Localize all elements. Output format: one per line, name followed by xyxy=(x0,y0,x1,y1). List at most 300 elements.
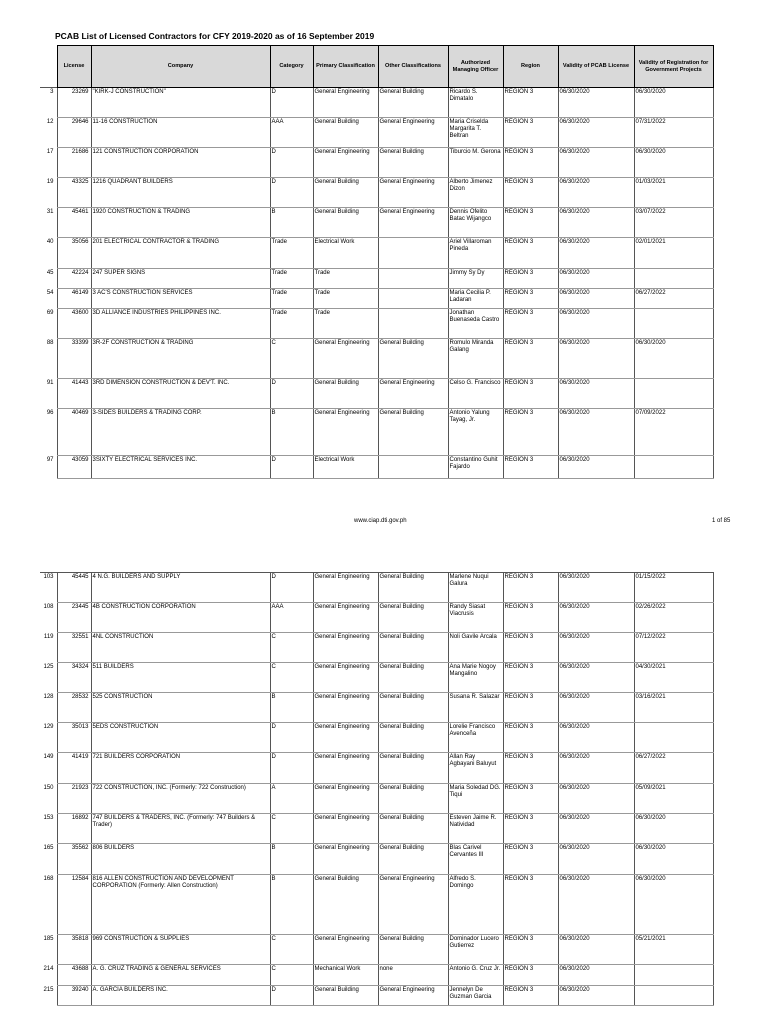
cell-validity: 06/30/2020 xyxy=(558,723,634,753)
cell-officer: Alberto Jimenez Dizon xyxy=(448,178,503,208)
cell-license: 23445 xyxy=(57,603,91,633)
cell-validity: 06/30/2020 xyxy=(558,573,634,603)
cell-other: General Building xyxy=(378,814,448,844)
header-region: Region xyxy=(503,46,558,88)
cell-primary: General Building xyxy=(313,986,378,1006)
cell-region: REGION 3 xyxy=(503,814,558,844)
cell-validity: 06/30/2020 xyxy=(558,603,634,633)
cell-other: General Building xyxy=(378,88,448,118)
row-index: 69 xyxy=(46,309,54,316)
table-row xyxy=(40,409,713,456)
cell-license: 16892 xyxy=(57,814,91,844)
cell-registration: 06/30/2020 xyxy=(634,339,713,379)
cell-registration: 04/30/2021 xyxy=(634,663,713,693)
cell-validity: 06/30/2020 xyxy=(558,379,634,409)
cell-region: REGION 3 xyxy=(503,935,558,965)
contractors-table-page-2 xyxy=(40,572,714,1006)
cell-license: 21686 xyxy=(57,148,91,178)
cell-region: REGION 3 xyxy=(503,178,558,208)
cell-primary: General Engineering xyxy=(313,935,378,965)
cell-category: D xyxy=(270,148,313,178)
cell-region: REGION 3 xyxy=(503,456,558,479)
table-row xyxy=(40,753,713,784)
cell-region: REGION 3 xyxy=(503,723,558,753)
cell-registration xyxy=(634,986,713,1006)
cell-license: 45445 xyxy=(57,573,91,603)
cell-other: General Engineering xyxy=(378,178,448,208)
row-index: 17 xyxy=(46,148,54,155)
cell-category: D xyxy=(270,456,313,479)
cell-company: 1920 CONSTRUCTION & TRADING xyxy=(91,208,270,238)
cell-primary: General Engineering xyxy=(313,633,378,663)
table-row xyxy=(40,269,713,289)
cell-officer: Maria Criselda Margarita T. Beltran xyxy=(448,118,503,148)
table-row xyxy=(40,663,713,693)
cell-primary: General Engineering xyxy=(313,409,378,456)
cell-officer: Alfredo S. Domingo xyxy=(448,875,503,935)
row-index: 215 xyxy=(43,986,54,993)
cell-other xyxy=(378,269,448,289)
row-index: 165 xyxy=(43,844,54,851)
cell-region: REGION 3 xyxy=(503,339,558,379)
cell-category: C xyxy=(270,965,313,986)
cell-validity: 06/30/2020 xyxy=(558,875,634,935)
footer-url: www.ciap.dti.gov.ph xyxy=(354,518,407,524)
row-index: 125 xyxy=(43,663,54,670)
cell-registration: 02/01/2021 xyxy=(634,238,713,269)
cell-officer: Antonio Yalung Tayag, Jr. xyxy=(448,409,503,456)
cell-company: 247 SUPER SIGNS xyxy=(91,269,270,289)
cell-officer: Maria Cecilia P. Ladaran xyxy=(448,289,503,309)
cell-license: 45461 xyxy=(57,208,91,238)
table-row xyxy=(40,844,713,875)
cell-company: 3D ALLIANCE INDUSTRIES PHILIPPINES INC. xyxy=(91,309,270,339)
cell-other: General Engineering xyxy=(378,208,448,238)
cell-other: General Engineering xyxy=(378,118,448,148)
cell-region: REGION 3 xyxy=(503,663,558,693)
cell-company: 721 BUILDERS CORPORATION xyxy=(91,753,270,784)
cell-license: 21923 xyxy=(57,784,91,814)
cell-primary: General Engineering xyxy=(313,723,378,753)
cell-company: 11-16 CONSTRUCTION xyxy=(91,118,270,148)
header-other-classifications: Other Classifications xyxy=(378,46,448,88)
cell-region: REGION 3 xyxy=(503,875,558,935)
cell-other: General Building xyxy=(378,409,448,456)
cell-category: AAA xyxy=(270,603,313,633)
cell-primary: General Engineering xyxy=(313,663,378,693)
cell-company: 816 ALLEN CONSTRUCTION AND DEVELOPMENT CORPORATION (Formerly: Allen Construction) xyxy=(91,875,270,935)
cell-officer: Allan Ray Agbayani Baluyut xyxy=(448,753,503,784)
cell-primary: General Engineering xyxy=(313,844,378,875)
cell-category: C xyxy=(270,633,313,663)
cell-category: C xyxy=(270,339,313,379)
cell-validity: 06/30/2020 xyxy=(558,814,634,844)
cell-category: D xyxy=(270,88,313,118)
cell-region: REGION 3 xyxy=(503,289,558,309)
cell-license: 32551 xyxy=(57,633,91,663)
cell-category: D xyxy=(270,723,313,753)
document-title: PCAB List of Licensed Contractors for CFY 2019-2020 as of 16 September 2019 xyxy=(55,31,375,41)
table-row xyxy=(40,289,713,309)
row-index: 45 xyxy=(46,269,54,276)
cell-validity: 06/30/2020 xyxy=(558,269,634,289)
cell-validity: 06/30/2020 xyxy=(558,965,634,986)
cell-validity: 06/30/2020 xyxy=(558,238,634,269)
cell-primary: General Building xyxy=(313,118,378,148)
cell-company: 722 CONSTRUCTION, INC. (Formerly: 722 Construction) xyxy=(91,784,270,814)
row-index: 128 xyxy=(43,693,54,700)
cell-region: REGION 3 xyxy=(503,409,558,456)
cell-officer: Ariel Villaroman Pineda xyxy=(448,238,503,269)
table-row xyxy=(40,456,713,479)
cell-other: General Engineering xyxy=(378,986,448,1006)
table-row xyxy=(40,935,713,965)
cell-officer: Randy Siasat Viacrusis xyxy=(448,603,503,633)
row-index: 91 xyxy=(46,379,54,386)
table-row xyxy=(40,573,713,603)
cell-license: 35056 xyxy=(57,238,91,269)
cell-primary: General Engineering xyxy=(313,603,378,633)
cell-other: General Building xyxy=(378,723,448,753)
cell-category: C xyxy=(270,935,313,965)
cell-registration: 07/09/2022 xyxy=(634,409,713,456)
table-row xyxy=(40,784,713,814)
cell-other: General Building xyxy=(378,603,448,633)
cell-officer: Tiburcio M. Gerona xyxy=(448,148,503,178)
cell-category: B xyxy=(270,208,313,238)
table-row xyxy=(40,118,713,148)
cell-license: 34324 xyxy=(57,663,91,693)
table-row xyxy=(40,814,713,844)
header-validity-license: Validity of PCAB License xyxy=(558,46,634,88)
cell-officer: Ricardo S. Dimatalo xyxy=(448,88,503,118)
cell-officer: Lorelie Francisco Avenceña xyxy=(448,723,503,753)
cell-validity: 06/30/2020 xyxy=(558,844,634,875)
cell-category: D xyxy=(270,379,313,409)
cell-region: REGION 3 xyxy=(503,379,558,409)
row-index: 185 xyxy=(43,935,54,942)
cell-region: REGION 3 xyxy=(503,633,558,663)
cell-other: General Building xyxy=(378,573,448,603)
cell-region: REGION 3 xyxy=(503,148,558,178)
cell-other: General Building xyxy=(378,784,448,814)
row-index: 3 xyxy=(40,88,57,118)
cell-validity: 06/30/2020 xyxy=(558,178,634,208)
cell-region: REGION 3 xyxy=(503,844,558,875)
cell-other: none xyxy=(378,965,448,986)
cell-license: 43325 xyxy=(57,178,91,208)
cell-registration xyxy=(634,379,713,409)
cell-other xyxy=(378,238,448,269)
cell-registration: 06/30/2020 xyxy=(634,814,713,844)
cell-officer: Ana Marie Nogoy Mangalino xyxy=(448,663,503,693)
cell-category: Trade xyxy=(270,269,313,289)
cell-officer: Jimmy Sy Dy xyxy=(448,269,503,289)
cell-license: 41419 xyxy=(57,753,91,784)
cell-category: B xyxy=(270,875,313,935)
cell-registration: 06/27/2022 xyxy=(634,753,713,784)
cell-region: REGION 3 xyxy=(503,573,558,603)
row-index: 97 xyxy=(46,456,54,463)
row-index: 108 xyxy=(43,603,54,610)
cell-category: D xyxy=(270,573,313,603)
cell-other: General Building xyxy=(378,339,448,379)
cell-officer: Jonathan Buenaseda Castro xyxy=(448,309,503,339)
cell-primary: General Building xyxy=(313,875,378,935)
cell-registration: 07/31/2022 xyxy=(634,118,713,148)
cell-category: Trade xyxy=(270,289,313,309)
cell-validity: 06/30/2020 xyxy=(558,148,634,178)
cell-officer: Maria Soledad DG. Tiqui xyxy=(448,784,503,814)
cell-primary: General Engineering xyxy=(313,814,378,844)
cell-registration: 06/27/2022 xyxy=(634,289,713,309)
header-authorized-officer: Authorized Managing Officer xyxy=(448,46,503,88)
cell-registration: 06/30/2020 xyxy=(634,875,713,935)
cell-primary: General Building xyxy=(313,178,378,208)
cell-license: 35562 xyxy=(57,844,91,875)
cell-category: B xyxy=(270,409,313,456)
cell-company: 4NL CONSTRUCTION xyxy=(91,633,270,663)
cell-officer: Antonio G. Cruz Jr. xyxy=(448,965,503,986)
row-index: 31 xyxy=(46,208,54,215)
cell-license: 12584 xyxy=(57,875,91,935)
cell-other: General Engineering xyxy=(378,875,448,935)
row-index: 54 xyxy=(46,289,54,296)
cell-region: REGION 3 xyxy=(503,238,558,269)
cell-company: "KIRK-J CONSTRUCTION" xyxy=(91,88,270,118)
cell-registration xyxy=(634,965,713,986)
cell-license: 46149 xyxy=(57,289,91,309)
cell-officer: Jennelyn De Guzman Garcia xyxy=(448,986,503,1006)
cell-registration: 03/16/2021 xyxy=(634,693,713,723)
cell-category: B xyxy=(270,693,313,723)
cell-primary: Electrical Work xyxy=(313,238,378,269)
cell-registration xyxy=(634,269,713,289)
cell-company: 511 BUILDERS xyxy=(91,663,270,693)
cell-region: REGION 3 xyxy=(503,603,558,633)
cell-company: 969 CONSTRUCTION & SUPPLIES xyxy=(91,935,270,965)
cell-other: General Building xyxy=(378,148,448,178)
cell-validity: 06/30/2020 xyxy=(558,409,634,456)
cell-license: 43688 xyxy=(57,965,91,986)
cell-validity: 06/30/2020 xyxy=(558,935,634,965)
cell-validity: 06/30/2020 xyxy=(558,289,634,309)
cell-primary: Mechanical Work xyxy=(313,965,378,986)
cell-company: 1216 QUADRANT BUILDERS xyxy=(91,178,270,208)
cell-license: 43600 xyxy=(57,309,91,339)
row-index: 119 xyxy=(43,633,54,640)
cell-region: REGION 3 xyxy=(503,965,558,986)
cell-registration: 06/30/2020 xyxy=(634,844,713,875)
cell-validity: 06/30/2020 xyxy=(558,663,634,693)
cell-registration: 03/07/2022 xyxy=(634,208,713,238)
header-company: Company xyxy=(91,46,270,88)
cell-company: 806 BUILDERS xyxy=(91,844,270,875)
cell-validity: 06/30/2020 xyxy=(558,456,634,479)
cell-region: REGION 3 xyxy=(503,693,558,723)
table-row xyxy=(40,875,713,935)
cell-license: 39240 xyxy=(57,986,91,1006)
cell-license: 41443 xyxy=(57,379,91,409)
cell-primary: General Engineering xyxy=(313,339,378,379)
cell-primary: Trade xyxy=(313,289,378,309)
cell-other: General Building xyxy=(378,693,448,723)
cell-region: REGION 3 xyxy=(503,753,558,784)
cell-region: REGION 3 xyxy=(503,784,558,814)
cell-validity: 06/30/2020 xyxy=(558,118,634,148)
cell-registration xyxy=(634,309,713,339)
cell-validity: 06/30/2020 xyxy=(558,784,634,814)
cell-validity: 06/30/2020 xyxy=(558,88,634,118)
cell-validity: 06/30/2020 xyxy=(558,986,634,1006)
cell-other xyxy=(378,289,448,309)
table-row xyxy=(40,603,713,633)
cell-primary: General Building xyxy=(313,208,378,238)
cell-region: REGION 3 xyxy=(503,986,558,1006)
table-row xyxy=(40,339,713,379)
row-index: 12 xyxy=(46,118,54,125)
cell-category: B xyxy=(270,844,313,875)
cell-company: 747 BUILDERS & TRADERS, INC. (Formerly: 747 Builders & Trader) xyxy=(91,814,270,844)
cell-officer: Romulo Miranda Galang xyxy=(448,339,503,379)
cell-region: REGION 3 xyxy=(503,208,558,238)
contractors-table-page-1 xyxy=(40,45,714,479)
table-row xyxy=(40,178,713,208)
cell-registration xyxy=(634,456,713,479)
header-primary-classification: Primary Classification xyxy=(313,46,378,88)
cell-officer: Susana R. Salazar xyxy=(448,693,503,723)
cell-category: A xyxy=(270,784,313,814)
table-row xyxy=(40,986,713,1006)
table-row xyxy=(40,633,713,663)
cell-registration: 01/03/2021 xyxy=(634,178,713,208)
cell-validity: 06/30/2020 xyxy=(558,208,634,238)
cell-company: 5EDS CONSTRUCTION xyxy=(91,723,270,753)
cell-registration: 01/15/2022 xyxy=(634,573,713,603)
cell-other: General Building xyxy=(378,663,448,693)
cell-officer: Dennis Ofelito Batac Wijangco xyxy=(448,208,503,238)
row-index: 40 xyxy=(46,238,54,245)
cell-registration: 06/30/2020 xyxy=(634,148,713,178)
cell-officer: Celso G. Francisco xyxy=(448,379,503,409)
table-header-row xyxy=(40,46,713,88)
cell-registration: 02/26/2022 xyxy=(634,603,713,633)
table-row xyxy=(40,148,713,178)
cell-category: D xyxy=(270,753,313,784)
cell-officer: Marlene Nuqui Galura xyxy=(448,573,503,603)
row-index: 103 xyxy=(40,573,57,603)
cell-primary: General Engineering xyxy=(313,693,378,723)
row-index: 168 xyxy=(43,875,54,882)
table-row xyxy=(40,238,713,269)
cell-category: D xyxy=(270,178,313,208)
cell-company: 3R-2F CONSTRUCTION & TRADING xyxy=(91,339,270,379)
cell-registration: 06/30/2020 xyxy=(634,88,713,118)
row-index: 96 xyxy=(46,409,54,416)
cell-company: 3-SIDES BUILDERS & TRADING CORP. xyxy=(91,409,270,456)
cell-region: REGION 3 xyxy=(503,269,558,289)
row-index: 129 xyxy=(43,723,54,730)
cell-registration xyxy=(634,723,713,753)
row-index: 88 xyxy=(46,339,54,346)
row-index: 153 xyxy=(43,814,54,821)
cell-category: C xyxy=(270,663,313,693)
cell-category: Trade xyxy=(270,238,313,269)
cell-primary: General Engineering xyxy=(313,573,378,603)
cell-category: D xyxy=(270,986,313,1006)
cell-validity: 06/30/2020 xyxy=(558,693,634,723)
cell-officer: Esteven Jaime R. Natividad xyxy=(448,814,503,844)
cell-other: General Building xyxy=(378,753,448,784)
cell-license: 35818 xyxy=(57,935,91,965)
cell-validity: 06/30/2020 xyxy=(558,339,634,379)
cell-validity: 06/30/2020 xyxy=(558,309,634,339)
header-validity-registration: Validity of Registration for Government Projects xyxy=(634,46,713,88)
cell-license: 40469 xyxy=(57,409,91,456)
page-number: 1 of 85 xyxy=(712,518,731,524)
cell-region: REGION 3 xyxy=(503,88,558,118)
cell-company: A. G. CRUZ TRADING & GENERAL SERVICES xyxy=(91,965,270,986)
row-index: 150 xyxy=(43,784,54,791)
header-category: Category xyxy=(270,46,313,88)
cell-primary: General Building xyxy=(313,379,378,409)
cell-officer: Constantino Guhit Fajardo xyxy=(448,456,503,479)
cell-license: 35013 xyxy=(57,723,91,753)
cell-other: General Engineering xyxy=(378,379,448,409)
cell-company: 121 CONSTRUCTION CORPORATION xyxy=(91,148,270,178)
cell-validity: 06/30/2020 xyxy=(558,633,634,663)
cell-other xyxy=(378,456,448,479)
cell-region: REGION 3 xyxy=(503,309,558,339)
table-row xyxy=(40,693,713,723)
cell-license: 43059 xyxy=(57,456,91,479)
cell-registration: 05/09/2021 xyxy=(634,784,713,814)
cell-category: C xyxy=(270,814,313,844)
cell-license: 23269 xyxy=(57,88,91,118)
cell-company: 3RD DIMENSION CONSTRUCTION & DEV'T. INC. xyxy=(91,379,270,409)
table-row xyxy=(40,379,713,409)
cell-officer: Blas Carivel Cervantes III xyxy=(448,844,503,875)
row-index: 214 xyxy=(43,965,54,972)
cell-company: 3 AC'S CONSTRUCTION SERVICES xyxy=(91,289,270,309)
cell-company: 4 N.G. BUILDERS AND SUPPLY xyxy=(91,573,270,603)
cell-license: 33399 xyxy=(57,339,91,379)
cell-primary: Electrical Work xyxy=(313,456,378,479)
cell-category: Trade xyxy=(270,309,313,339)
cell-category: AAA xyxy=(270,118,313,148)
cell-officer: Dominador Lucero Gutierrez xyxy=(448,935,503,965)
cell-company: 4B CONSTRUCTION CORPORATION xyxy=(91,603,270,633)
cell-company: 525 CONSTRUCTION xyxy=(91,693,270,723)
cell-other xyxy=(378,309,448,339)
cell-primary: Trade xyxy=(313,269,378,289)
cell-other: General Building xyxy=(378,935,448,965)
cell-validity: 06/30/2020 xyxy=(558,753,634,784)
row-index: 19 xyxy=(46,178,54,185)
cell-company: 201 ELECTRICAL CONTRACTOR & TRADING xyxy=(91,238,270,269)
cell-primary: General Engineering xyxy=(313,753,378,784)
header-license: License xyxy=(57,46,91,88)
cell-region: REGION 3 xyxy=(503,118,558,148)
cell-officer: Noli Gavile Arcala xyxy=(448,633,503,663)
table-row xyxy=(40,208,713,238)
cell-registration: 07/12/2022 xyxy=(634,633,713,663)
cell-other: General Building xyxy=(378,633,448,663)
cell-license: 29646 xyxy=(57,118,91,148)
cell-primary: Trade xyxy=(313,309,378,339)
table-row xyxy=(40,965,713,986)
cell-license: 28532 xyxy=(57,693,91,723)
